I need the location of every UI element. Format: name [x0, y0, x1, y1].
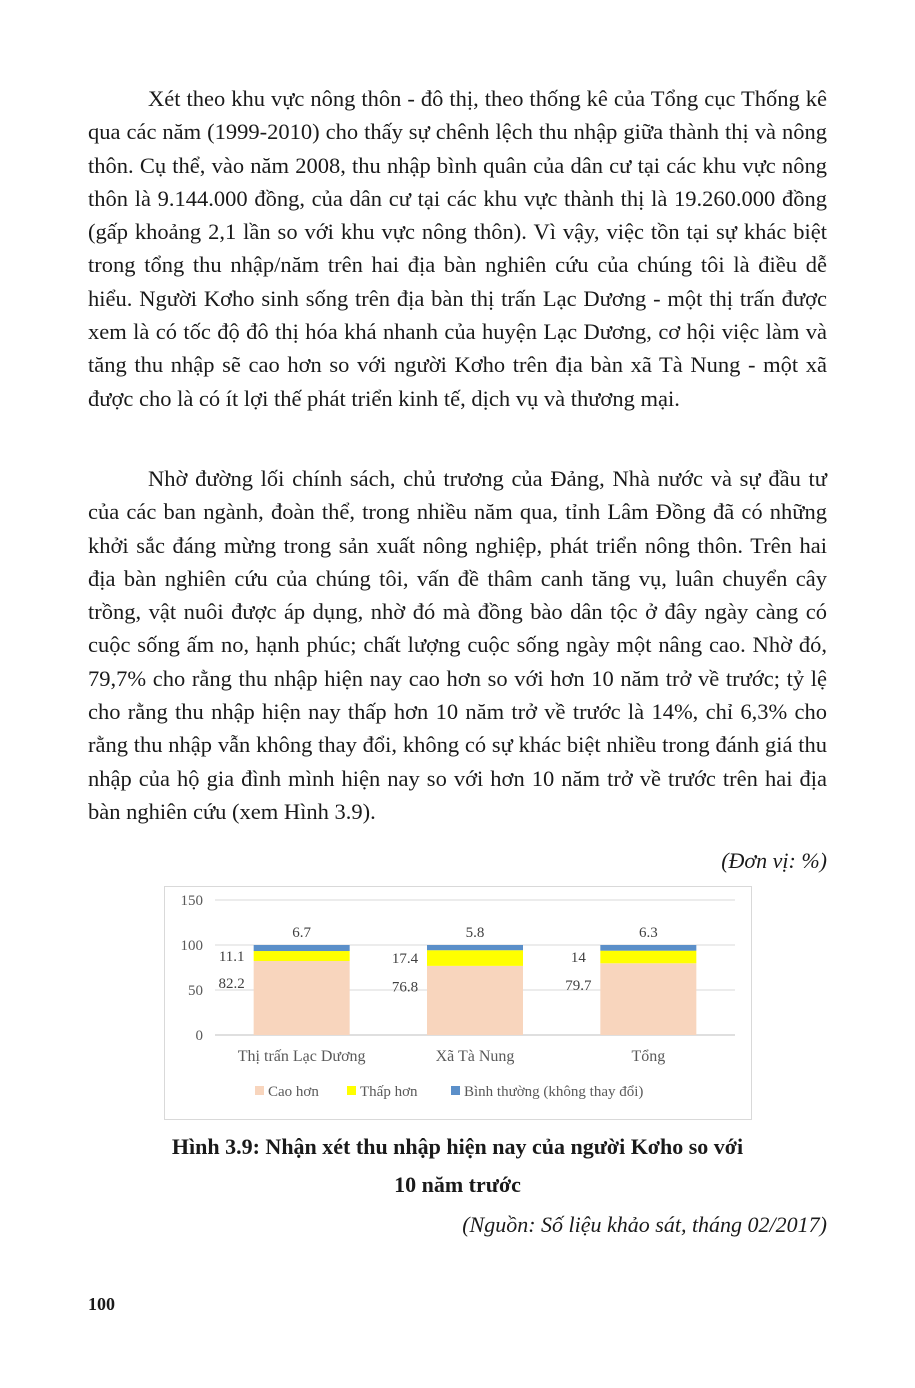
data-label: 79.7: [565, 977, 592, 994]
y-tick-label: 150: [180, 893, 203, 909]
bar-segment-2: [427, 950, 523, 966]
legend-label: Thấp hơn: [360, 1084, 418, 1100]
y-tick-label: 0: [195, 1028, 203, 1044]
y-tick-label: 100: [180, 938, 203, 954]
chart-canvas: [165, 887, 751, 1119]
legend-swatch: [255, 1086, 264, 1095]
paragraph-income-improvement: Nhờ đường lối chính sách, chủ trương của Đảng, Nhà nước và sự đầu tư của các ban ngành, đoàn thể, trong nhiều năm qua, tỉnh Lâm Đồng đã có những khởi sắc đáng mừng trong sản xuất nông nghiệp, phát triển nông thôn. Trên hai địa bàn nghiên cứu của chúng tôi, vấn đề thâm canh tăng vụ, luân chuyển cây trồng, vật nuôi được áp dụng, nhờ đó mà đồng bào dân tộc ở đây ngày càng có cuộc sống ấm no, hạnh phúc; chất lượng cuộc sống ngày một nâng cao. Nhờ đó, 79,7% cho rằng thu nhập hiện nay cao hơn so với hơn 10 năm trở về trước; tỷ lệ cho rằng thu nhập hiện nay thấp hơn 10 năm trở về trước là 14%, chỉ 6,3% cho rằng thu nhập vẫn không thay đổi, không có sự khác biệt nhiều trong đánh giá thu nhập của hộ gia đình mình hiện nay so với hơn 10 năm trở về trước trên hai địa bàn nghiên cứu (xem Hình 3.9).: [88, 466, 827, 824]
bar-segment-1: [600, 963, 696, 1035]
bar-segment-2: [254, 951, 350, 961]
caption-line-2: 10 năm trước: [394, 1172, 521, 1197]
x-category-label: Tổng: [631, 1048, 666, 1065]
unit-note: (Đơn vị: %): [721, 848, 827, 873]
income-comparison-chart: [164, 886, 752, 1120]
legend-swatch: [347, 1086, 356, 1095]
legend-label: Bình thường (không thay đổi): [464, 1084, 644, 1100]
y-tick-label: 50: [188, 983, 203, 999]
bar-segment-3: [600, 945, 696, 951]
data-label: 5.8: [465, 925, 485, 941]
legend-swatch: [451, 1086, 460, 1095]
bar-segment-3: [427, 945, 523, 950]
bar-segment-1: [427, 966, 523, 1035]
legend-label: Cao hơn: [268, 1084, 319, 1100]
data-label: 17.4: [391, 951, 419, 968]
paragraph-income-urban-rural: Xét theo khu vực nông thôn - đô thị, theo thống kê của Tổng cục Thống kê qua các năm (1999-2010) cho thấy sự chênh lệch thu nhập giữa thành thị và nông thôn. Cụ thể, vào năm 2008, thu nhập bình quân của dân cư tại các khu vực nông thôn là 9.144.000 đồng, của dân cư tại các khu vực thành thị là 19.260.000 đồng (gấp khoảng 2,1 lần so với khu vực nông thôn). Vì vậy, việc tồn tại sự khác biệt trong tổng thu nhập/năm trên hai địa bàn nghiên cứu của chúng tôi là điều dễ hiểu. Người Kơho sinh sống trên địa bàn thị trấn Lạc Dương - một thị trấn được xem là có tốc độ đô thị hóa khá nhanh của huyện Lạc Dương, cơ hội việc làm và tăng thu nhập sẽ cao hơn so với người Kơho trên địa bàn xã Tà Nung - một xã được cho là có ít lợi thế phát triển kinh tế, dịch vụ và thương mại.: [88, 86, 827, 411]
bar-segment-2: [600, 951, 696, 964]
data-label: 6.7: [292, 925, 312, 941]
data-label: 6.3: [638, 925, 658, 941]
bar-segment-1: [254, 961, 350, 1035]
data-label: 11.1: [218, 949, 245, 966]
figure-source: (Nguồn: Số liệu khảo sát, tháng 02/2017): [462, 1212, 827, 1237]
data-label: 14: [570, 949, 586, 966]
x-category-label: Xã Tà Nung: [435, 1048, 515, 1065]
x-category-label: Thị trấn Lạc Dương: [237, 1048, 366, 1065]
page-number: 100: [88, 1294, 115, 1314]
data-label: 82.2: [218, 976, 245, 993]
data-label: 76.8: [391, 979, 419, 996]
caption-line-1: Hình 3.9: Nhận xét thu nhập hiện nay của người Kơho so với: [171, 1134, 744, 1159]
bar-segment-3: [254, 945, 350, 951]
figure-caption: [88, 1128, 827, 1204]
